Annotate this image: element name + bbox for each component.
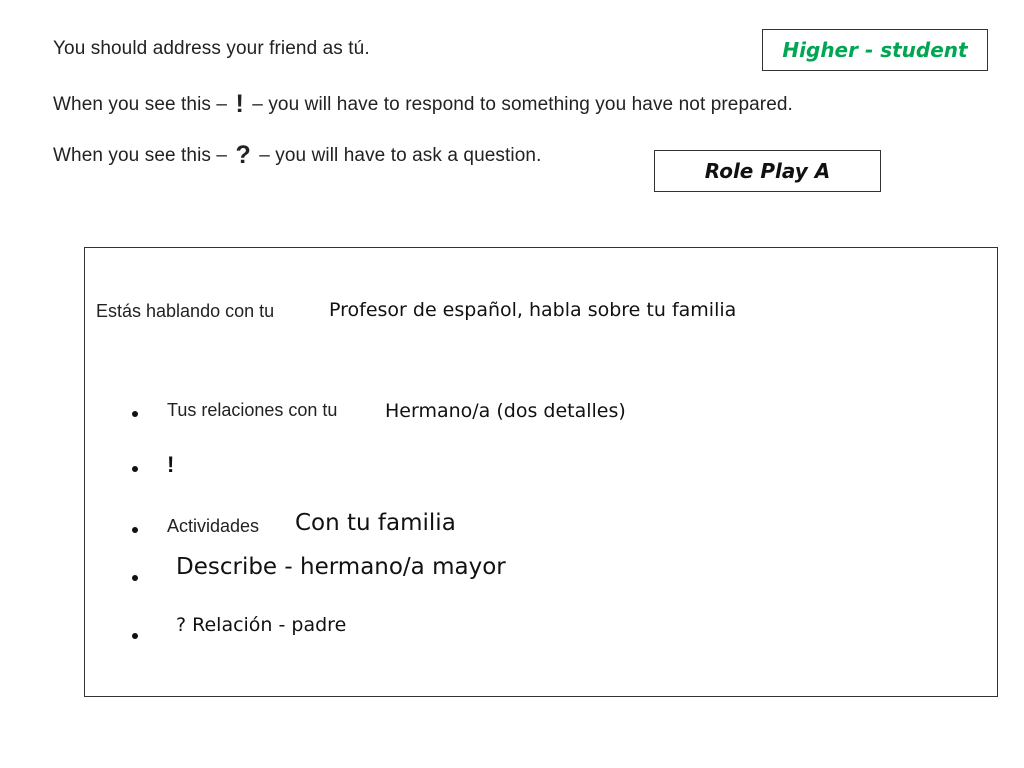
exclamation-symbol: ! xyxy=(235,90,244,118)
item-answer: ? Relación - padre xyxy=(176,614,347,636)
bullet xyxy=(132,527,138,533)
bullet xyxy=(132,466,138,472)
item-prefix: Tus relaciones con tu xyxy=(167,400,338,420)
instruction-unprepared xyxy=(53,90,793,119)
instruction-suffix: – you will have to respond to something you have not prepared. xyxy=(252,94,793,115)
instruction-question xyxy=(53,141,541,170)
item-prefix: Actividades xyxy=(167,516,260,536)
instruction-prefix: When you see this – xyxy=(53,94,228,115)
bullet xyxy=(132,411,138,417)
level-badge xyxy=(762,29,988,71)
roleplay-badge-label: Role Play A xyxy=(704,159,831,183)
level-badge-label: Higher - student xyxy=(782,38,968,62)
item-answer: Hermano/a (dos detalles) xyxy=(385,400,626,422)
instruction-address-tu: You should address your friend as tú. xyxy=(53,38,370,59)
instruction-suffix: – you will have to ask a question. xyxy=(259,145,542,166)
roleplay-card xyxy=(84,247,998,697)
instruction-prefix: When you see this – xyxy=(53,145,228,166)
exclamation-symbol: ! xyxy=(167,452,175,477)
bullet xyxy=(132,575,138,581)
item-answer: Con tu familia xyxy=(295,510,456,536)
question-symbol: ? xyxy=(235,141,251,169)
item-answer: Describe - hermano/a mayor xyxy=(176,554,506,580)
intro-prefix: Estás hablando con tu xyxy=(96,301,275,321)
roleplay-badge xyxy=(654,150,881,192)
bullet xyxy=(132,633,138,639)
intro-answer: Profesor de español, habla sobre tu familia xyxy=(329,299,737,321)
